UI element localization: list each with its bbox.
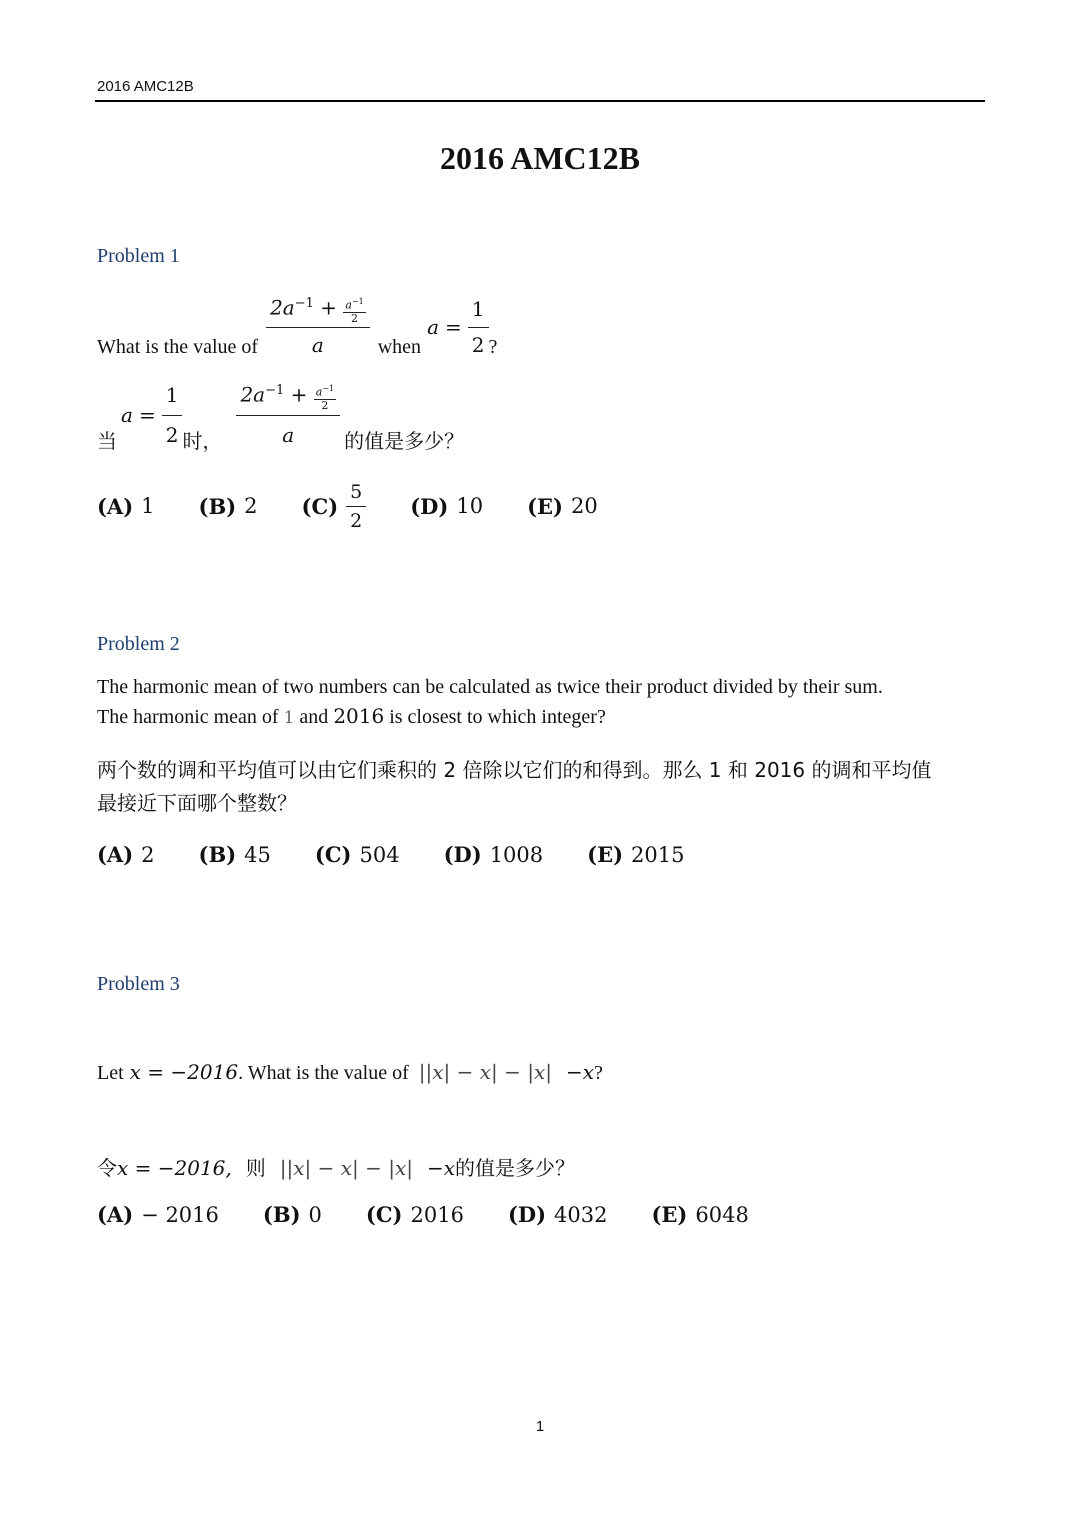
choice-c[interactable]: [366, 1202, 464, 1227]
choice-label: (E): [527, 493, 563, 519]
expr-denominator: a: [311, 333, 324, 357]
problem-3-cn-ze: 则: [245, 1156, 266, 1180]
choice-label: (D): [410, 493, 449, 519]
problem-3-en-mid: . What is the value of: [238, 1062, 409, 1084]
choice-value: 1: [141, 494, 155, 518]
cond-den: 2: [471, 333, 485, 357]
problem-2-choices: [97, 842, 684, 867]
expr-numerator: 2a: [270, 296, 295, 320]
choice-value: 4032: [554, 1202, 608, 1227]
choice-a[interactable]: [97, 494, 155, 519]
running-header: 2016 AMC12B: [97, 78, 194, 95]
problem-1-heading: Problem 1: [97, 245, 180, 267]
problem-1-cn-suffix: 的值是多少？: [344, 429, 465, 453]
choice-b[interactable]: [263, 1202, 322, 1227]
choice-label: (C): [365, 1202, 403, 1227]
problem-3-heading: Problem 3: [97, 973, 180, 995]
choice-label: (E): [587, 842, 624, 867]
problem-2-en-part-a: The harmonic mean of: [97, 706, 279, 728]
choice-label: (C): [314, 842, 352, 867]
header-rule: [95, 100, 985, 102]
problem-1-en-when: when: [377, 336, 422, 358]
cn-small-frac-den: 2: [321, 399, 329, 412]
choice-b[interactable]: [199, 842, 271, 867]
choice-label: (A): [97, 493, 134, 519]
problem-3-chinese: [97, 1152, 575, 1185]
small-frac-den: 2: [351, 312, 359, 325]
cn-expr-exponent: −1: [265, 383, 285, 399]
problem-1-english: [97, 290, 497, 362]
choice-b[interactable]: [199, 494, 258, 519]
cond-num: 1: [468, 295, 489, 328]
problem-2-en-line-1: The harmonic mean of two numbers can be calculated as twice their product divided by their sum.: [97, 676, 883, 698]
problem-3-choices: [97, 1202, 749, 1227]
problem-3-cn-expression: ||x| − x| − |x|: [279, 1156, 413, 1180]
cn-cond-den: 2: [165, 423, 179, 447]
cn-cond-eq: =: [138, 403, 156, 427]
problem-3-cn-suffix: 的值是多少？: [455, 1156, 576, 1180]
problem-3-en-let: Let: [97, 1062, 124, 1084]
cn-cond-var: a: [121, 403, 133, 427]
problem-2-chinese: [97, 754, 987, 820]
problem-3-cn-prefix: 令: [97, 1156, 117, 1180]
choice-e[interactable]: [587, 842, 684, 867]
problem-2-english: [97, 673, 977, 733]
cn-expr-denominator: a: [282, 423, 295, 447]
choice-d[interactable]: [410, 494, 483, 519]
cn-small-frac-num: a: [315, 386, 323, 399]
choice-value: 1008: [489, 842, 544, 867]
choice-value: 504: [359, 842, 400, 867]
problem-2-cn-line-1: 两个数的调和平均值可以由它们乘积的 2 倍除以它们的和得到。那么 1 和 2016 的调和平均值: [97, 758, 932, 782]
cond-eq: =: [445, 315, 462, 339]
choice-frac-den: 2: [350, 509, 363, 532]
choice-label: (B): [198, 493, 237, 519]
cn-cond-num: 1: [162, 379, 183, 416]
choice-label: (D): [507, 1202, 547, 1227]
problem-1-cn-expression: [236, 374, 340, 452]
choice-c[interactable]: [302, 481, 367, 532]
cn-expr-small-fraction: [314, 383, 336, 411]
problem-1-chinese: [97, 383, 465, 458]
choice-frac-num: 5: [346, 481, 366, 507]
choice-value: 2016: [410, 1202, 464, 1227]
choice-value: − 2016: [141, 1202, 219, 1227]
cn-expr-numerator: 2a: [240, 383, 266, 407]
problem-2-en-one: 1: [283, 708, 295, 728]
choice-label: (B): [198, 842, 237, 867]
choice-label: (D): [443, 842, 482, 867]
problem-3-cn-assign: x = −2016,: [117, 1156, 232, 1180]
cn-small-frac-exp: −1: [322, 384, 335, 394]
problem-1-condition: [427, 295, 488, 360]
choice-label: (C): [301, 493, 339, 519]
problem-3-cn-tail: −x: [426, 1156, 456, 1180]
expr-exponent: −1: [294, 296, 314, 312]
choice-c[interactable]: [315, 842, 400, 867]
choice-a[interactable]: [97, 1202, 219, 1227]
expr-plus: +: [320, 296, 338, 320]
choice-value: 2: [141, 842, 155, 867]
page-number: 1: [535, 1418, 545, 1435]
problem-2-cn-line-2: 最接近下面哪个整数？: [97, 791, 297, 815]
problem-2-en-and: and: [299, 706, 329, 728]
choice-label: (B): [262, 1202, 301, 1227]
problem-3-english: [97, 1058, 603, 1088]
problem-1-cn-condition: [121, 379, 182, 452]
small-frac-exp: −1: [351, 297, 364, 307]
choice-d[interactable]: [508, 1202, 608, 1227]
problem-2-en-part-b: is closest to which integer?: [389, 706, 606, 728]
problem-3-en-expression: ||x| − x| − |x|: [418, 1060, 552, 1084]
choice-value: 2015: [631, 842, 685, 867]
problem-3-en-end: ?: [594, 1062, 603, 1084]
choice-value: 10: [456, 494, 484, 518]
choice-d[interactable]: [444, 842, 544, 867]
choice-a[interactable]: [97, 842, 155, 867]
choice-label: (A): [97, 1202, 134, 1227]
choice-label: (E): [651, 1202, 688, 1227]
choice-value: 6048: [695, 1202, 749, 1227]
document-title: 2016 AMC12B: [440, 140, 640, 176]
choice-label: (A): [97, 842, 134, 867]
choice-value: 20: [570, 494, 598, 518]
problem-1-en-prefix: What is the value of: [97, 336, 259, 358]
problem-2-en-num: 2016: [333, 704, 385, 728]
problem-1-en-end: ?: [488, 336, 498, 358]
problem-3-en-assign: x = −2016: [129, 1060, 239, 1084]
problem-1-cn-shi: 时，: [182, 429, 223, 453]
choice-e[interactable]: [651, 1202, 748, 1227]
problem-1-choices: [97, 478, 598, 534]
choice-value: 2: [244, 494, 258, 518]
problem-1-cn-prefix: 当: [97, 429, 117, 453]
problem-2-heading: Problem 2: [97, 633, 180, 655]
choice-value: 45: [244, 842, 271, 867]
small-frac-num: a: [345, 299, 352, 312]
problem-2-en-line-2: [97, 702, 977, 733]
problem-3-en-tail: −x: [566, 1060, 595, 1084]
cond-var: a: [427, 315, 439, 339]
expr-small-fraction: [343, 296, 365, 324]
choice-value: 0: [308, 1202, 322, 1227]
choice-e[interactable]: [527, 494, 598, 519]
problem-1-expression: [266, 289, 370, 360]
cn-expr-plus: +: [290, 383, 308, 407]
